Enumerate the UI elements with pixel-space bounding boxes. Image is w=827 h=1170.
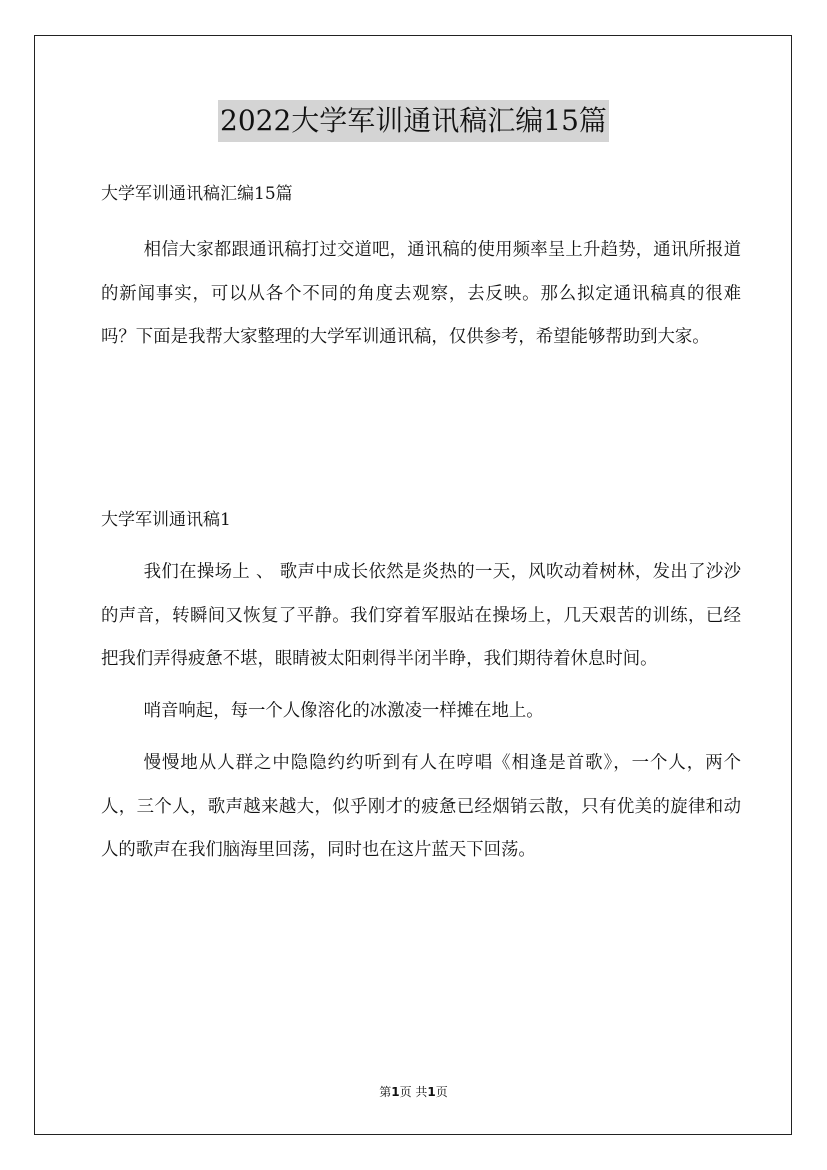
document-subtitle: 大学军训通讯稿汇编15篇: [101, 184, 293, 204]
title-container: [0, 100, 827, 142]
footer-page-total: 1: [427, 1085, 436, 1099]
footer-suffix: 页: [435, 1085, 448, 1099]
section-heading: 大学军训通讯稿1: [101, 510, 231, 530]
section-body: [101, 551, 741, 873]
section-paragraph: 哨音响起，每一个人像溶化的冰激凌一样摊在地上。: [143, 701, 544, 721]
footer-prefix: 第: [379, 1085, 392, 1099]
footer-page-current: 1: [391, 1085, 400, 1099]
page-footer: [0, 1083, 827, 1101]
intro-paragraph: 相信大家都跟通讯稿打过交道吧，通讯稿的使用频率呈上升趋势，通讯所报道的新闻事实，可以从各个不同的角度去观察，去反映。那么拟定通讯稿真的很难吗？下面是我帮大家整理的大学军训通讯稿，仅供参考，希望能够帮助到大家。: [101, 240, 741, 347]
section-paragraph: 我们在操场上 、 歌声中成长依然是炎热的一天，风吹动着树林，发出了沙沙的声音，转瞬间又恢复了平静。我们穿着军服站在操场上，几天艰苦的训练，已经把我们弄得疲惫不堪，眼睛被太阳刺得半闭半睁，我们期待着休息时间。: [101, 562, 741, 669]
intro-section: [101, 229, 741, 360]
document-title: 2022大学军训通讯稿汇编15篇: [218, 100, 609, 142]
section-paragraph: 慢慢地从人群之中隐隐约约听到有人在哼唱《相逢是首歌》，一个人，两个人，三个人，歌声越来越大，似乎刚才的疲惫已经烟销云散，只有优美的旋律和动人的歌声在我们脑海里回荡，同时也在这片蓝天下回荡。: [101, 753, 741, 860]
footer-mid: 页 共: [399, 1085, 428, 1099]
